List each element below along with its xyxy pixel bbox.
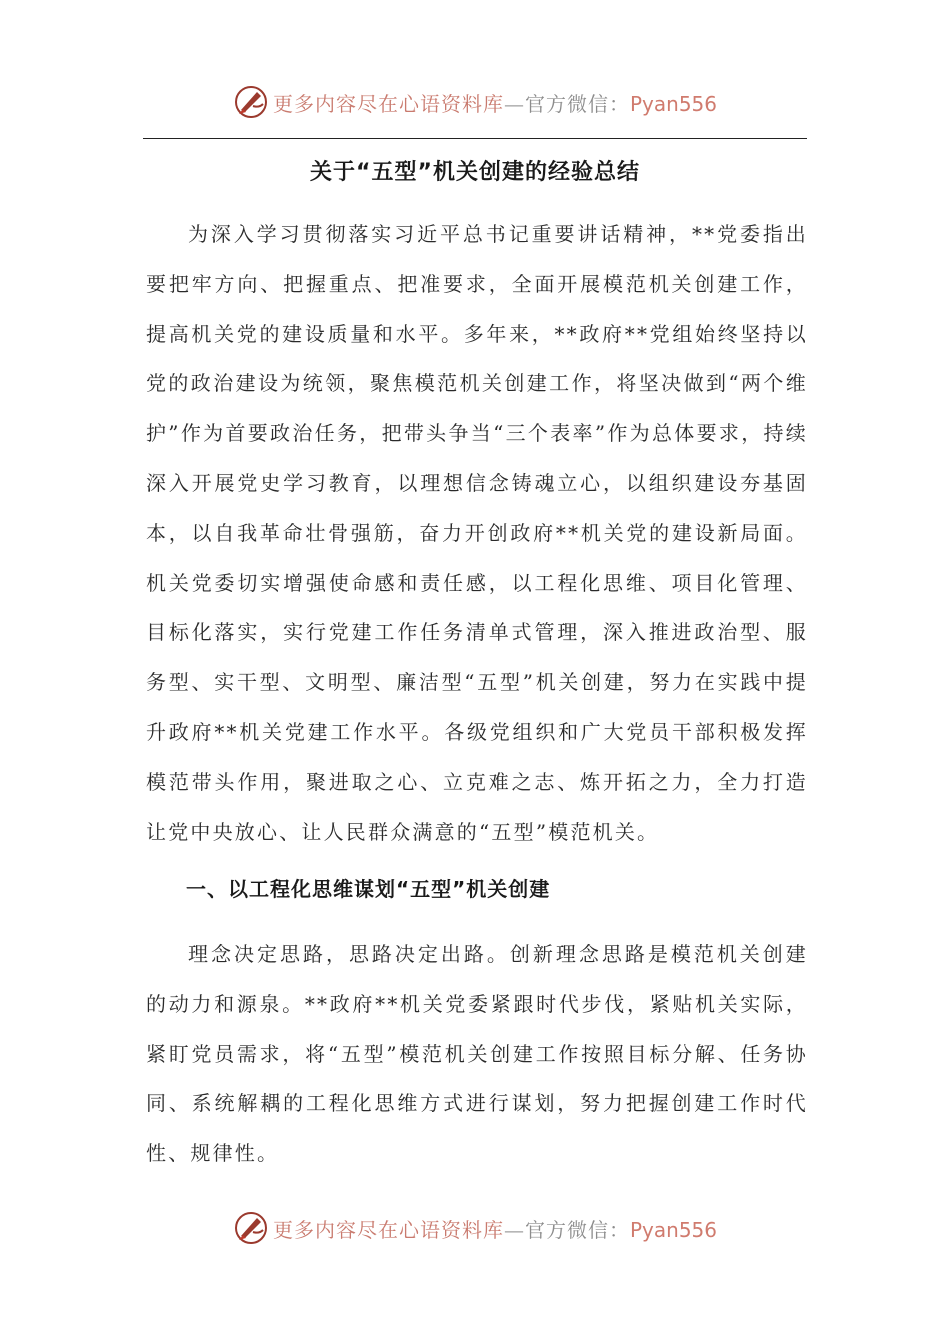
header-divider <box>143 138 807 139</box>
section-heading-1: 一、以工程化思维谋划“五型”机关创建 <box>186 877 551 901</box>
pen-nib-logo-icon <box>233 1210 269 1246</box>
banner-site-text: 更多内容尽在心语资料库 <box>272 91 504 116</box>
banner-site-text: 更多内容尽在心语资料库 <box>272 1217 504 1242</box>
banner-wechat-id: Pyan556 <box>629 1217 717 1242</box>
banner-wechat-label: 官方微信： <box>524 1217 630 1242</box>
banner-wechat-label: 官方微信： <box>524 91 630 116</box>
pen-nib-logo-icon <box>233 84 269 120</box>
header-watermark-banner <box>0 82 950 122</box>
body-paragraph-1: 为深入学习贯彻落实习近平总书记重要讲话精神，**党委指出要把牢方向、把握重点、把准要求，全面开展模范机关创建工作，提高机关党的建设质量和水平。多年来，**政府**党组始终坚持以党的政治建设为统领，聚焦模范机关创建工作，将坚决做到“两个维护”作为首要政治任务，把带头争当“三个表率”作为总体要求，持续深入开展党史学习教育，以理想信念铸魂立心，以组织建设夯基固本，以自我革命壮骨强筋，奋力开创政府**机关党的建设新局面。机关党委切实增强使命感和责任感，以工程化思维、项目化管理、目标化落实，实行党建工作任务清单式管理，深入推进政治型、服务型、实干型、文明型、廉洁型“五型”机关创建，努力在实践中提升政府**机关党建工作水平。各级党组织和广大党员干部积极发挥模范带头作用，聚进取之心、立克难之志、炼开拓之力，全力打造让党中央放心、让人民群众满意的“五型”模范机关。 <box>146 222 808 844</box>
banner-dash: — <box>503 91 525 116</box>
banner-wechat-id: Pyan556 <box>629 91 717 116</box>
body-paragraph-2: 理念决定思路，思路决定出路。创新理念思路是模范机关创建的动力和源泉。**政府**机关党委紧跟时代步伐，紧贴机关实际，紧盯党员需求，将“五型”模范机关创建工作按照目标分解、任务协同、系统解耦的工程化思维方式进行谋划，努力把握创建工作时代性、规律性。 <box>146 942 808 1166</box>
document-title: 关于“五型”机关创建的经验总结 <box>310 160 640 185</box>
banner-dash: — <box>503 1217 525 1242</box>
footer-watermark-banner <box>0 1208 950 1248</box>
